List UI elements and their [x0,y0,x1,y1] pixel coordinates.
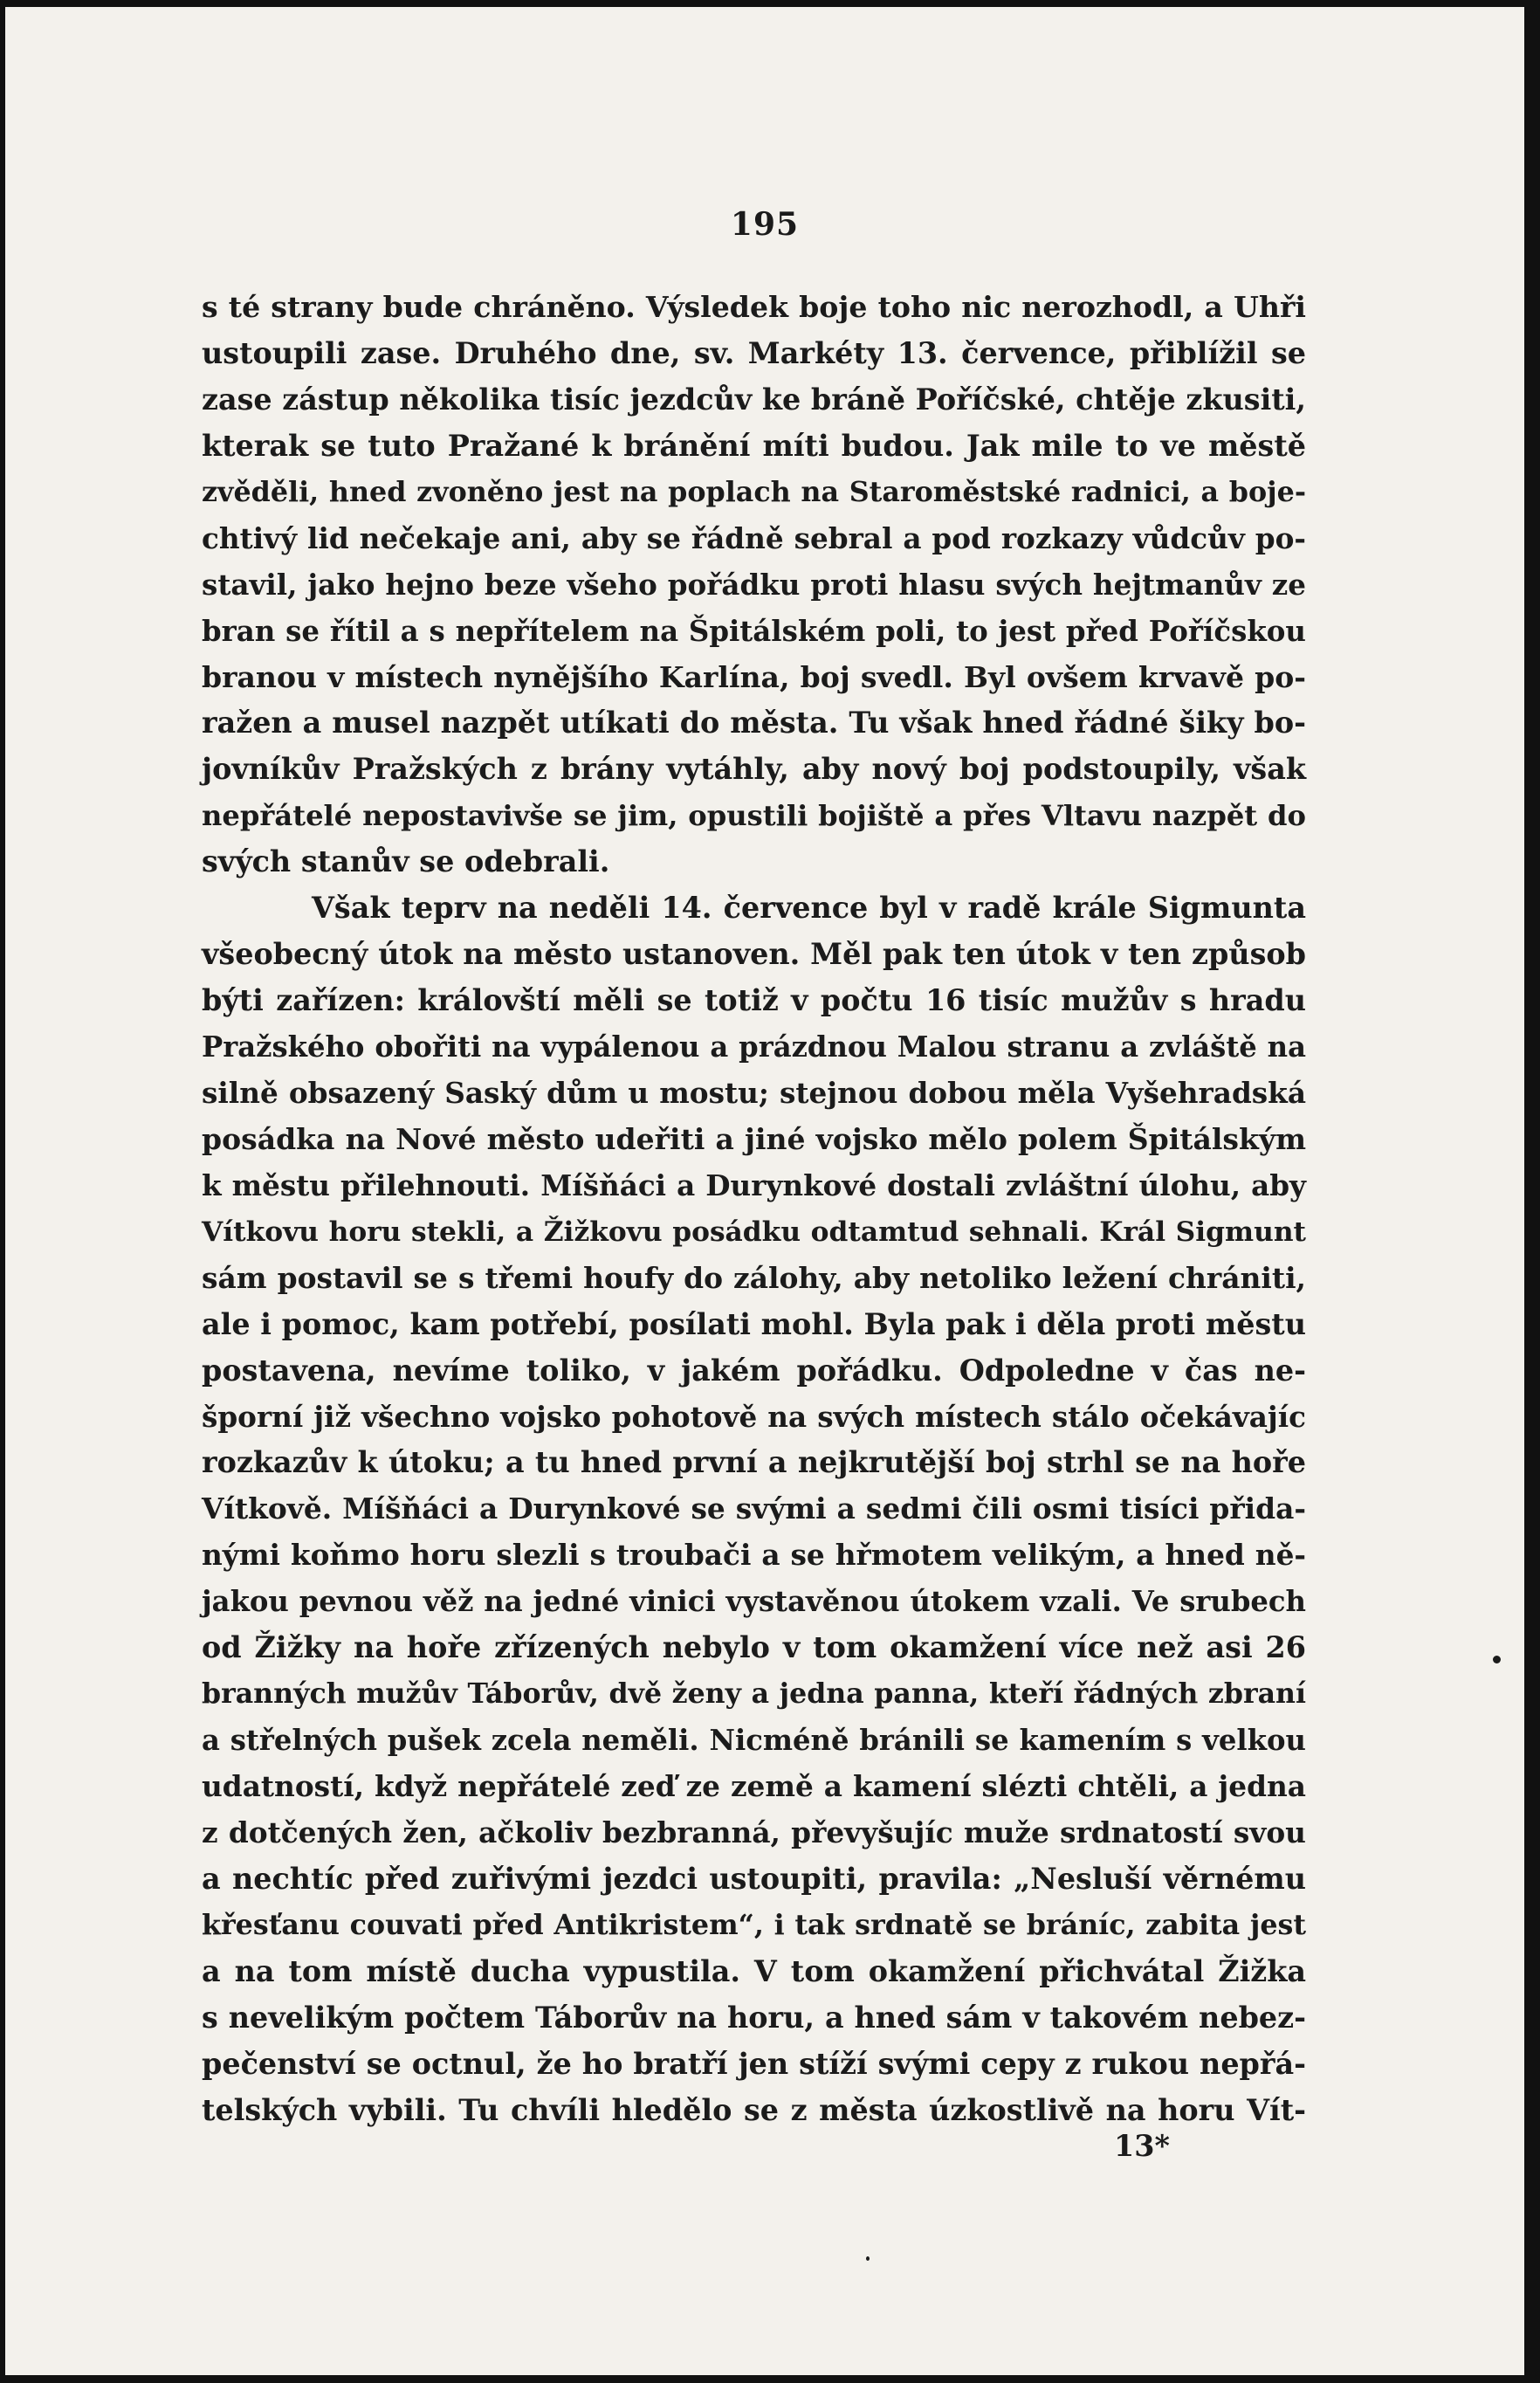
text-line: šporní již všechno vojsko pohotově na svých místech stálo očekávajíc [202,1399,1306,1434]
text-line: postavena, nevíme toliko, v jakém pořádku. Odpoledne v čas ne- [202,1353,1306,1388]
text-line: Pražského obořiti na vypálenou a prázdnou Malou stranu a zvláště na [202,1030,1306,1064]
text-line: jakou pevnou věž na jedné vinici vystavěnou útokem vzali. Ve srubech [202,1585,1306,1619]
text-line: a nechtíc před zuřivými jezdci ustoupiti, pravila: „Nesluší věrnému [202,1861,1306,1896]
text-line: Vítkovu horu stekli, a Žižkovu posádku odtamtud sehnali. Král Sigmunt [202,1216,1306,1248]
text-line: branných mužův Táborův, dvě ženy a jedna panna, kteří řádných zbraní [202,1677,1306,1711]
text-line: udatností, když nepřátelé zeď ze země a kamení slézti chtěli, a jedna [202,1769,1306,1803]
text-line: Vítkově. Míšňáci a Durynkové se svými a sedmi čili osmi tisíci přida- [202,1491,1306,1526]
ink-speck [866,2256,870,2261]
text-line: rozkazův k útoku; a tu hned první a nejkrutější boj strhl se na hoře [202,1445,1306,1480]
text-line: a střelných pušek zcela neměli. Nicméně bránili se kamením s velkou [202,1724,1306,1758]
text-line: zase zástup několika tisíc jezdcův ke bráně Poříčské, chtěje zkusiti, [202,382,1306,417]
text-line: pečenství se octnul, že ho bratří jen stíží svými cepy z rukou nepřá- [202,2046,1306,2081]
text-line: posádka na Nové město udeřiti a jiné vojsko mělo polem Špitálským [202,1121,1306,1156]
text-line: stavil, jako hejno beze všeho pořádku proti hlasu svých hejtmanův ze [202,567,1306,602]
body-text [202,285,1306,2134]
text-line: s nevelikým počtem Táborův na horu, a hned sám v takovém nebez- [202,2000,1306,2035]
text-line: ražen a musel nazpět utíkati do města. Tu však hned řádné šiky bo- [202,706,1306,740]
text-line: od Žižky na hoře zřízených nebylo v tom okamžení více než asi 26 [202,1630,1306,1665]
text-line: branou v místech nynějšího Karlína, boj svedl. Byl ovšem krvavě po- [202,659,1306,694]
text-line: svých stanův se odebrali. [202,844,610,879]
text-line: křesťanu couvati před Antikristem“, i tak srdnatě se bráníc, zabita jest [202,1908,1306,1941]
page-number: 195 [730,206,800,243]
text-line: ale i pomoc, kam potřebí, posílati mohl. Byla pak i děla proti městu [202,1306,1306,1341]
text-line: bran se řítil a s nepřítelem na Špitálském poli, to jest před Poříčskou [202,614,1306,648]
text-line: z dotčených žen, ačkoliv bezbranná, převyšujíc muže srdnatostí svou [202,1815,1306,1849]
book-page [5,7,1524,2375]
text-line: ustoupili zase. Druhého dne, sv. Markéty 13. července, přiblížil se [202,335,1306,370]
text-line: všeobecný útok na město ustanoven. Měl pak ten útok v ten způsob [202,937,1306,972]
paragraph-start-line: Však teprv na neděli 14. července byl v radě krále Sigmunta [312,891,1306,926]
text-line: a na tom místě ducha vypustila. V tom okamžení přichvátal Žižka [202,1953,1306,1988]
text-line: k městu přilehnouti. Míšňáci a Durynkové dostali zvláštní úlohu, aby [202,1167,1306,1202]
text-line: nými koňmo horu slezli s troubači a se hřmotem velikým, a hned ně- [202,1538,1306,1573]
text-line: zvěděli, hned zvoněno jest na poplach na Staroměstské radnici, a boje- [202,475,1306,508]
text-line: s té strany bude chráněno. Výsledek boje toho nic nerozhodl, a Uhři [202,290,1306,324]
text-line: nepřátelé nepostavivše se jim, opustili bojiště a přes Vltavu nazpět do [202,799,1306,833]
printer-signature-mark: 13* [1114,2129,1170,2163]
text-line: jovníkův Pražských z brány vytáhly, aby nový boj podstoupily, však [202,752,1306,787]
text-line: silně obsazený Saský dům u mostu; stejnou dobou měla Vyšehradská [202,1075,1306,1110]
text-line: sám postavil se s třemi houfy do zálohy, aby netoliko ležení chrániti, [202,1260,1306,1295]
text-line: chtivý lid nečekaje ani, aby se řádně sebral a pod rozkazy vůdcův po- [202,520,1306,555]
text-line: kterak se tuto Pražané k bránění míti budou. Jak mile to ve městě [202,428,1306,463]
text-line: telských vybili. Tu chvíli hledělo se z města úzkostlivě na horu Vít- [202,2092,1306,2127]
ink-speck [1493,1656,1501,1663]
text-line: býti zařízen: královští měli se totiž v počtu 16 tisíc mužův s hradu [202,983,1306,1018]
